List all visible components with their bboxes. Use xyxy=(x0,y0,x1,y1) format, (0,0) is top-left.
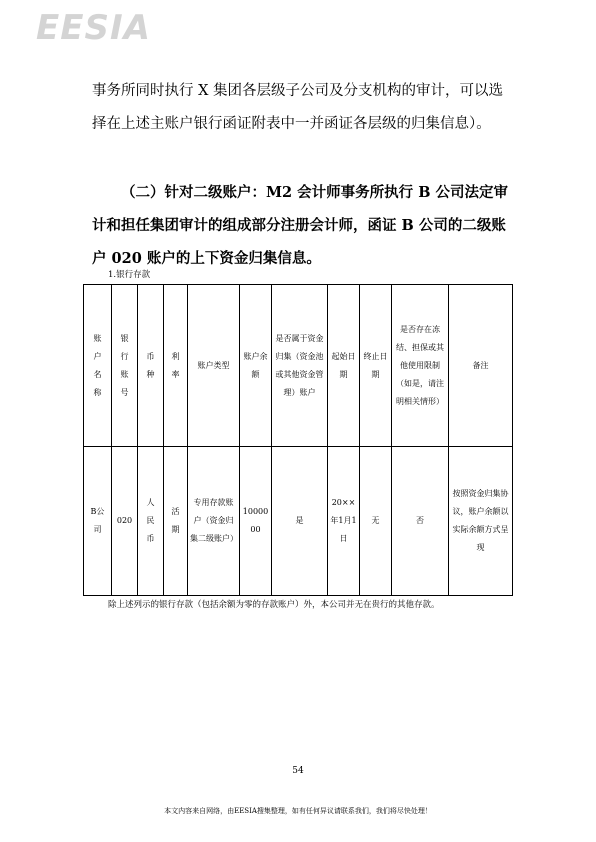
header-account-balance: 账户余额 xyxy=(240,285,272,447)
header-interest-rate: 利率 xyxy=(164,285,188,447)
cell-account-balance: 1000000 xyxy=(240,447,272,596)
header-fund-pooling: 是否属于资金归集（资金池或其他资金管理）账户 xyxy=(272,285,328,447)
table-header-row xyxy=(84,285,513,447)
cell-account-type: 专用存款账户（资金归集二级账户） xyxy=(188,447,240,596)
section-heading-secondary-account: （二）针对二级账户：M2 会计师事务所执行 B 公司法定审计和担任集团审计的组成部分注册会计师，函证 B 公司的二级账户 020 账户的上下资金归集信息。 xyxy=(92,184,509,267)
footer-disclaimer: 本文内容来自网络，由EESIA搜集整理，如有任何异议请联系我们，我们将尽快处理！ xyxy=(164,807,432,815)
paragraph-continued: 事务所同时执行 X 集团各层级子公司及分支机构的审计，可以选择在上述主账户银行函证附表中一并函证各层级的归集信息）。 xyxy=(92,83,504,132)
cell-end-date: 无 xyxy=(360,447,392,596)
eesia-logo: EESIA xyxy=(36,8,151,48)
cell-restrictions: 否 xyxy=(392,447,449,596)
cell-account-name: B公司 xyxy=(84,447,112,596)
header-remarks: 备注 xyxy=(449,285,513,447)
cell-currency: 人民币 xyxy=(138,447,164,596)
bank-deposit-table xyxy=(83,284,513,596)
cell-bank-account-number: 020 xyxy=(112,447,138,596)
cell-interest-rate: 活期 xyxy=(164,447,188,596)
cell-remarks: 按照资金归集协议，账户余额以实际余额方式呈现 xyxy=(449,447,513,596)
table-footnote: 除上述列示的银行存款（包括余额为零的存款账户）外，本公司并无在贵行的其他存款。 xyxy=(108,600,440,610)
cell-start-date: 20××年1月1日 xyxy=(328,447,360,596)
header-account-type: 账户类型 xyxy=(188,285,240,447)
table-caption: 1.银行存款 xyxy=(108,270,151,280)
header-start-date: 起始日期 xyxy=(328,285,360,447)
header-restrictions: 是否存在冻结、担保或其他使用限制（如是，请注明相关情形） xyxy=(392,285,449,447)
table-row xyxy=(84,447,513,596)
cell-fund-pooling: 是 xyxy=(272,447,328,596)
header-end-date: 终止日期 xyxy=(360,285,392,447)
header-currency: 币种 xyxy=(138,285,164,447)
header-account-name: 账户名称 xyxy=(84,285,112,447)
header-bank-account-number: 银行账号 xyxy=(112,285,138,447)
page-number: 54 xyxy=(292,766,304,776)
